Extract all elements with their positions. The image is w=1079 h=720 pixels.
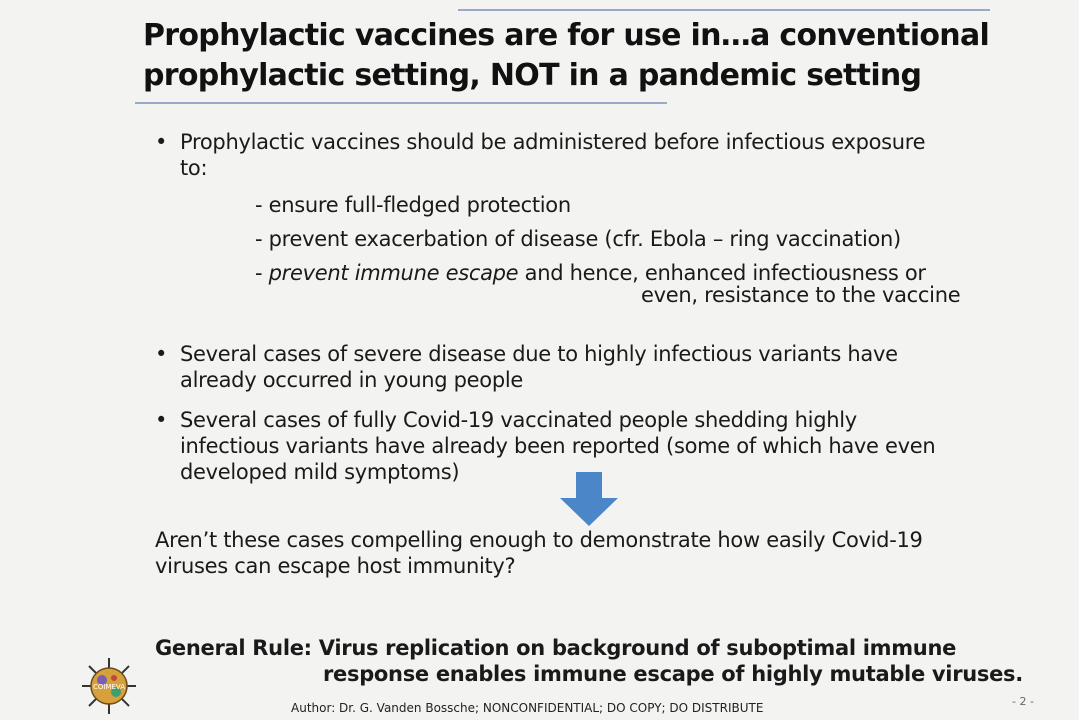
- coimeva-logo: [74, 656, 144, 720]
- sub-item-prefix: -: [255, 261, 269, 285]
- sub-item-immune-escape-line2: even, resistance to the vaccine: [641, 283, 961, 307]
- down-arrow-icon: [558, 472, 620, 532]
- bullet3-line1: Several cases of fully Covid-19 vaccinated people shedding highly: [180, 408, 857, 432]
- general-rule-line2: response enables immune escape of highly mutable viruses.: [323, 662, 1023, 686]
- bullet-marker: •: [155, 342, 168, 366]
- svg-text:COIMEVA: COIMEVA: [92, 683, 126, 691]
- slide-title: [143, 16, 1043, 96]
- title-rule-bottom: [135, 102, 667, 104]
- title-line-1: Prophylactic vaccines are for use in…a conventional: [143, 18, 990, 53]
- sub-item-italic: prevent immune escape: [268, 261, 519, 285]
- title-rule-top: [458, 9, 990, 11]
- bullet2-line1: Several cases of severe disease due to highly infectious variants have: [180, 342, 898, 366]
- bullet-marker: •: [155, 130, 168, 154]
- title-line-2: prophylactic setting, NOT in a pandemic setting: [143, 58, 922, 93]
- bullet3-line3: developed mild symptoms): [180, 460, 460, 484]
- bullet2-line2: already occurred in young people: [180, 368, 524, 392]
- question-line2: viruses can escape host immunity?: [155, 554, 516, 578]
- general-rule-line1: General Rule: Virus replication on background of suboptimal immune: [155, 636, 957, 660]
- page-number: - 2 -: [1012, 695, 1034, 708]
- bullet-marker: •: [155, 408, 168, 432]
- bullet1-line2: to:: [180, 156, 208, 180]
- sub-item-rest: and hence, enhanced infectiousness or: [518, 261, 926, 285]
- sub-item-exacerbation: - prevent exacerbation of disease (cfr. Ebola – ring vaccination): [255, 227, 901, 251]
- sub-item-protection: - ensure full-fledged protection: [255, 193, 571, 217]
- bullet1-line1: Prophylactic vaccines should be administered before infectious exposure: [180, 130, 926, 154]
- question-line1: Aren’t these cases compelling enough to demonstrate how easily Covid-19: [155, 528, 923, 552]
- bullet3-line2: infectious variants have already been reported (some of which have even: [180, 434, 936, 458]
- footer-author: Author: Dr. G. Vanden Bossche; NONCONFIDENTIAL; DO COPY; DO DISTRIBUTE: [291, 701, 764, 715]
